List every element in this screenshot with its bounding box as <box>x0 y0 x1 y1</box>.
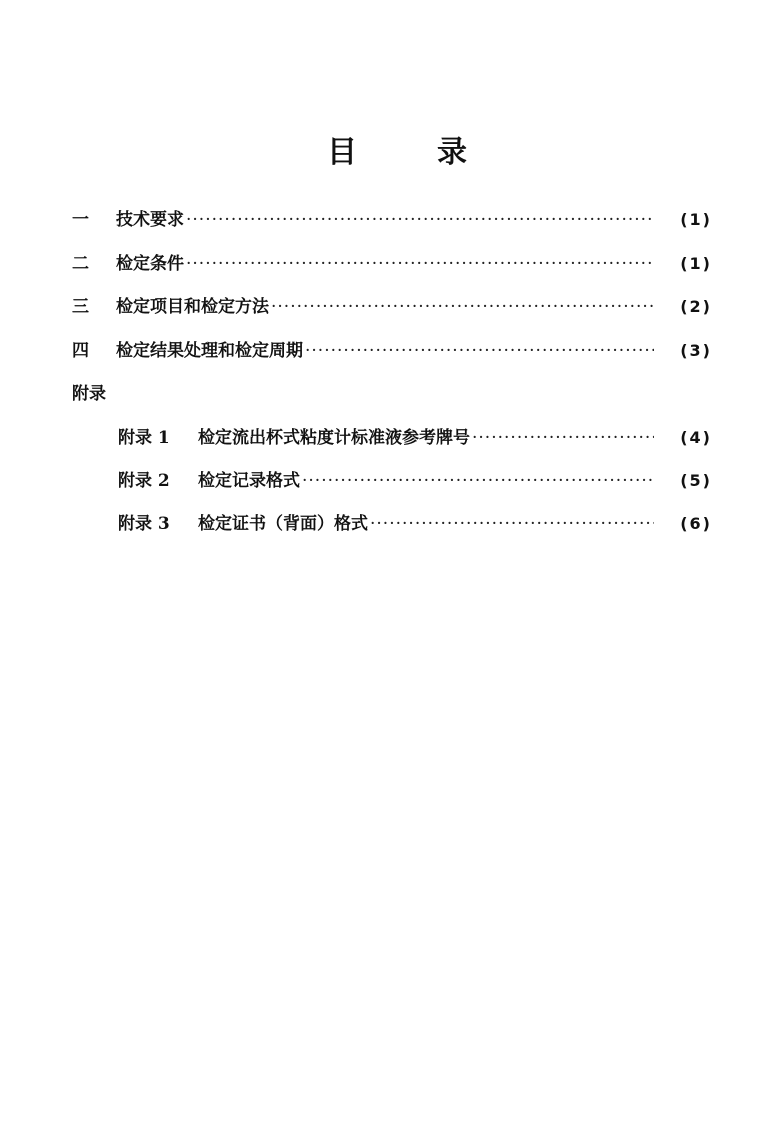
toc-entry-4[interactable] <box>72 337 712 365</box>
toc-entry-label: 检定记录格式 <box>198 471 300 491</box>
appendix-heading: 附录 <box>72 384 106 404</box>
toc-entry-label: 检定结果处理和检定周期 <box>116 341 303 361</box>
toc-entry-number: 附录 2 <box>118 471 170 491</box>
toc-entry-label: 检定条件 <box>116 254 184 274</box>
dot-leader <box>302 467 654 495</box>
toc-entry-1[interactable] <box>72 206 712 234</box>
toc-entry-number: 附录 1 <box>118 428 170 448</box>
toc-entry-number: 三 <box>72 297 89 317</box>
dot-leader <box>472 424 654 452</box>
toc-entry-label: 技术要求 <box>116 210 184 230</box>
toc-entry-page: (5) <box>680 471 712 490</box>
dot-leader <box>305 337 654 365</box>
toc-entry-number: 二 <box>72 254 89 274</box>
toc-entry-3[interactable] <box>72 293 712 321</box>
toc-entry-label: 检定证书（背面）格式 <box>198 514 368 534</box>
page-title <box>0 133 783 173</box>
dot-leader <box>271 293 654 321</box>
toc-appendix-entry-3[interactable] <box>118 510 712 538</box>
toc-entry-label: 检定流出杯式粘度计标准液参考牌号 <box>198 428 470 448</box>
toc-appendix-entry-2[interactable] <box>118 467 712 495</box>
toc-entry-number: 四 <box>72 341 89 361</box>
toc-entry-number: 一 <box>72 210 89 230</box>
title-char-1: 目 <box>327 135 357 170</box>
toc-entry-2[interactable] <box>72 250 712 278</box>
dot-leader <box>186 250 654 278</box>
dot-leader <box>186 206 654 234</box>
dot-leader <box>370 510 654 538</box>
toc-entry-page: (1) <box>680 210 712 229</box>
toc-entry-page: (3) <box>680 341 712 360</box>
toc-entry-page: (4) <box>680 428 712 447</box>
toc-entry-page: (6) <box>680 514 712 533</box>
toc-entry-page: (2) <box>680 297 712 316</box>
toc-entry-number: 附录 3 <box>118 514 170 534</box>
toc-appendix-entry-1[interactable] <box>118 424 712 452</box>
toc-entry-label: 检定项目和检定方法 <box>116 297 269 317</box>
title-char-2: 录 <box>437 135 467 170</box>
toc-entry-page: (1) <box>680 254 712 273</box>
